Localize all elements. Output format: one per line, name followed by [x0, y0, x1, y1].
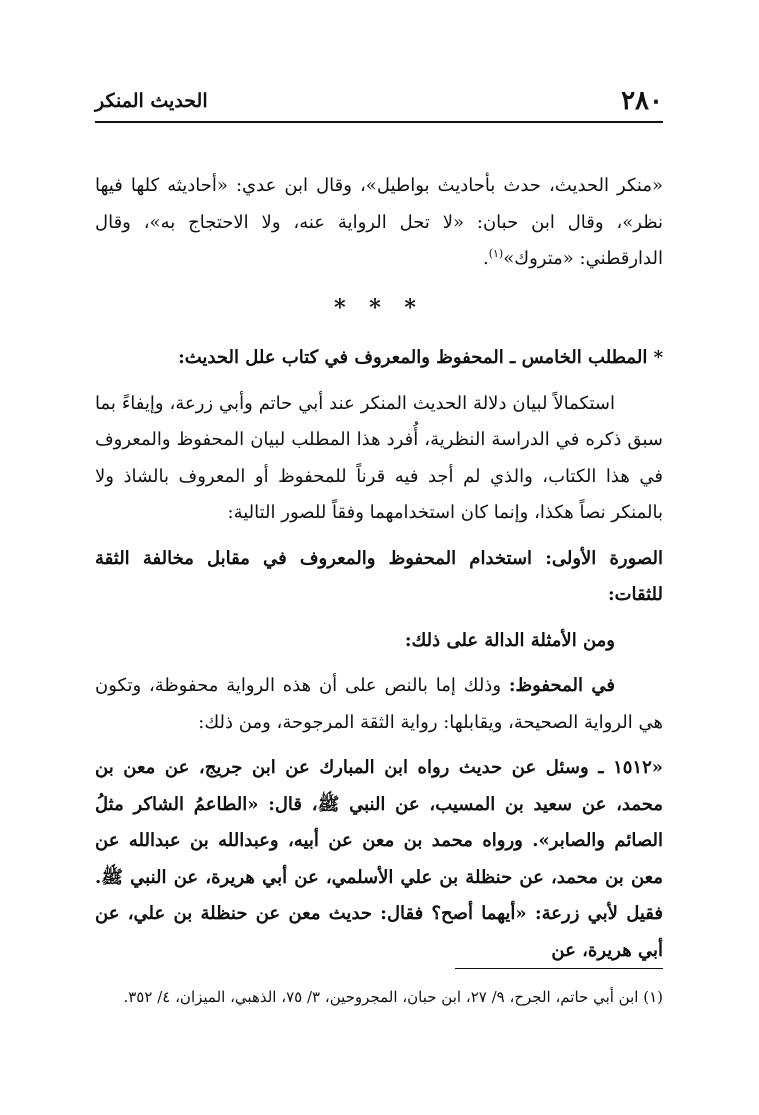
running-title: الحديث المنكر	[95, 90, 208, 112]
mahfuz-label: في المحفوظ:	[508, 675, 615, 696]
footnote-ref: (١)	[488, 247, 504, 260]
paragraph-mahfuz	[95, 668, 663, 741]
paragraph-2: استكمالاً لبيان دلالة الحديث المنكر عند أبي حاتم وأبي زرعة، وإيفاءً بما سبق ذكره في الدراسة النظرية، أُفرد هذا المطلب لبيان المحفوظ والمعروف في هذا الكتاب، والذي لم أجد فيه قرناً للمحفوظ أو المعروف بالشاذ ولا بالمنكر نصاً هكذا، وإنما كان استخدامهما وفقاً للصور التالية:	[95, 392, 663, 523]
paragraph-1-text: «منكر الحديث، حدث بأحاديث بواطيل»، وقال ابن عدي: «أحاديثه كلها فيها نظر»، وقال ابن حبان: «لا تحل الرواية عنه، ولا الاحتجاج به»، وقال الدارقطني: «متروك»	[95, 175, 663, 269]
examples-intro: ومن الأمثلة الدالة على ذلك:	[404, 629, 615, 651]
section-heading: * المطلب الخامس ـ المحفوظ والمعروف في كتاب علل الحديث:	[178, 347, 663, 368]
header-rule	[95, 121, 663, 123]
paragraph-1: «منكر الحديث، حدث بأحاديث بواطيل»، وقال ابن عدي: «أحاديثه كلها فيها نظر»، وقال ابن حبان: «لا تحل الرواية عنه، ولا الاحتجاج به»، وقال الدارقطني: «متروك»$^{(١)}$.	[95, 175, 663, 269]
page-header	[95, 82, 663, 116]
page-body	[95, 168, 663, 978]
subheading-first-form: الصورة الأولى: استخدام المحفوظ والمعروف في مقابل مخالفة الثقة للثقات:	[95, 547, 663, 605]
footnote: (١) ابن أبي حاتم، الجرح، ٩/ ٢٧، ابن حبان، المجروحين، ٣/ ٧٥، الذهبي، الميزان، ٤/ ٣٥٢.	[123, 988, 663, 1006]
page-number: ٢٨٠	[621, 86, 663, 116]
hadith-quote: «١٥١٢ ـ وسئل عن حديث رواه ابن المبارك عن ابن جريج، عن معن بن محمد، عن سعيد بن المسيب، عن النبي ﷺ، قال: «الطاعمُ الشاكر مثلُ الصائم والصابر». ورواه محمد بن معن عن أبيه، وعبدالله بن عبدالله عن معن بن محمد، عن حنظلة بن علي الأسلمي، عن أبي هريرة، عن النبي ﷺ. فقيل لأبي زرعة: «أيهما أصح؟ فقال: حديث معن عن حنظلة بن علي، عن أبي هريرة، عن	[95, 757, 664, 961]
footnote-rule	[455, 968, 663, 969]
mahfuz-text: وذلك إما بالنص على أن هذه الرواية محفوظة، وتكون هي الرواية الصحيحة، ويقابلها: رواية الثقة المرجوحة، ومن ذلك:	[95, 675, 663, 733]
section-separator: * * *	[334, 294, 424, 321]
